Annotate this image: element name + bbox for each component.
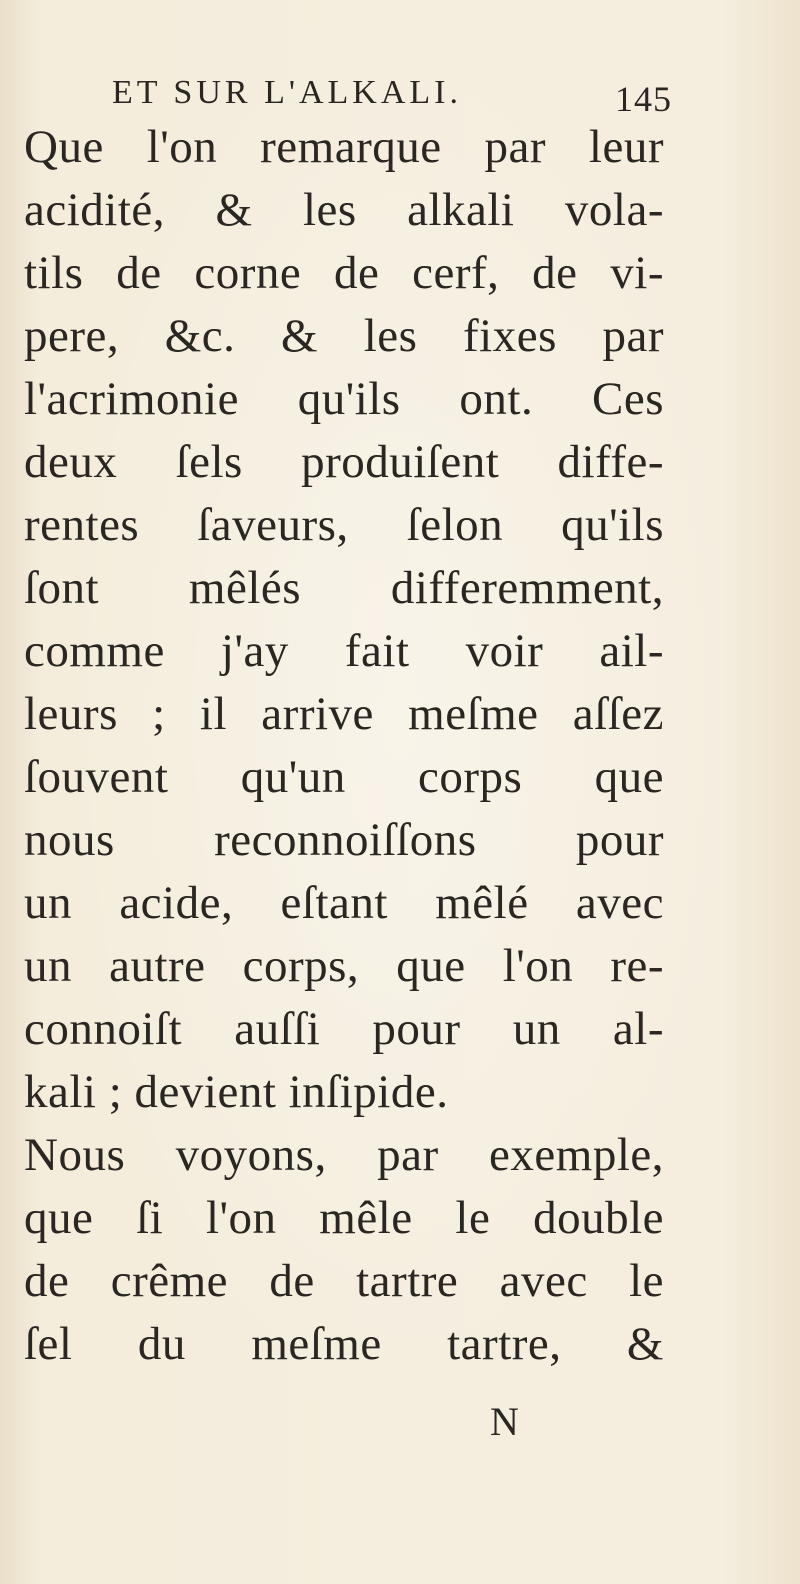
text-line-3: tils de corne de cerf, de vi- bbox=[24, 247, 664, 299]
text-line-6: deux ſels produiſent diffe- bbox=[24, 436, 664, 488]
text-line-14: un autre corps, que l'on re- bbox=[24, 940, 664, 992]
text-line-13: un acide, eſtant mêlé avec bbox=[24, 877, 664, 929]
text-line-8: ſont mêlés differemment, bbox=[24, 562, 664, 614]
text-line-12: nous reconnoiſſons pour bbox=[24, 814, 664, 866]
text-line-17: Nous voyons, par exemple, bbox=[24, 1129, 664, 1181]
text-line-4: pere, &c. & les fixes par bbox=[24, 310, 664, 362]
text-line-15: connoiſt auſſi pour un al- bbox=[24, 1003, 664, 1055]
text-line-18: que ſi l'on mêle le double bbox=[24, 1192, 664, 1244]
running-head bbox=[112, 74, 672, 120]
text-line-1: Que l'on remarque par leur bbox=[24, 121, 664, 173]
body-text bbox=[24, 116, 664, 1376]
text-line-16: kali ; devient inſipide. bbox=[24, 1066, 449, 1118]
catchword: N bbox=[490, 1399, 519, 1444]
running-head-title: ET SUR L'ALKALI. bbox=[112, 74, 462, 111]
text-line-19: de crême de tartre avec le bbox=[24, 1255, 664, 1307]
text-line-2: acidité, & les alkali vola- bbox=[24, 184, 664, 236]
text-line-10: leurs ; il arrive meſme aſſez bbox=[24, 688, 664, 740]
text-line-7: rentes ſaveurs, ſelon qu'ils bbox=[24, 499, 664, 551]
text-line-11: ſouvent qu'un corps que bbox=[24, 751, 664, 803]
text-line-9: comme j'ay fait voir ail- bbox=[24, 625, 664, 677]
page-number: 145 bbox=[615, 79, 672, 119]
text-line-5: l'acrimonie qu'ils ont. Ces bbox=[24, 373, 664, 425]
text-line-20: ſel du meſme tartre, & bbox=[24, 1318, 664, 1370]
